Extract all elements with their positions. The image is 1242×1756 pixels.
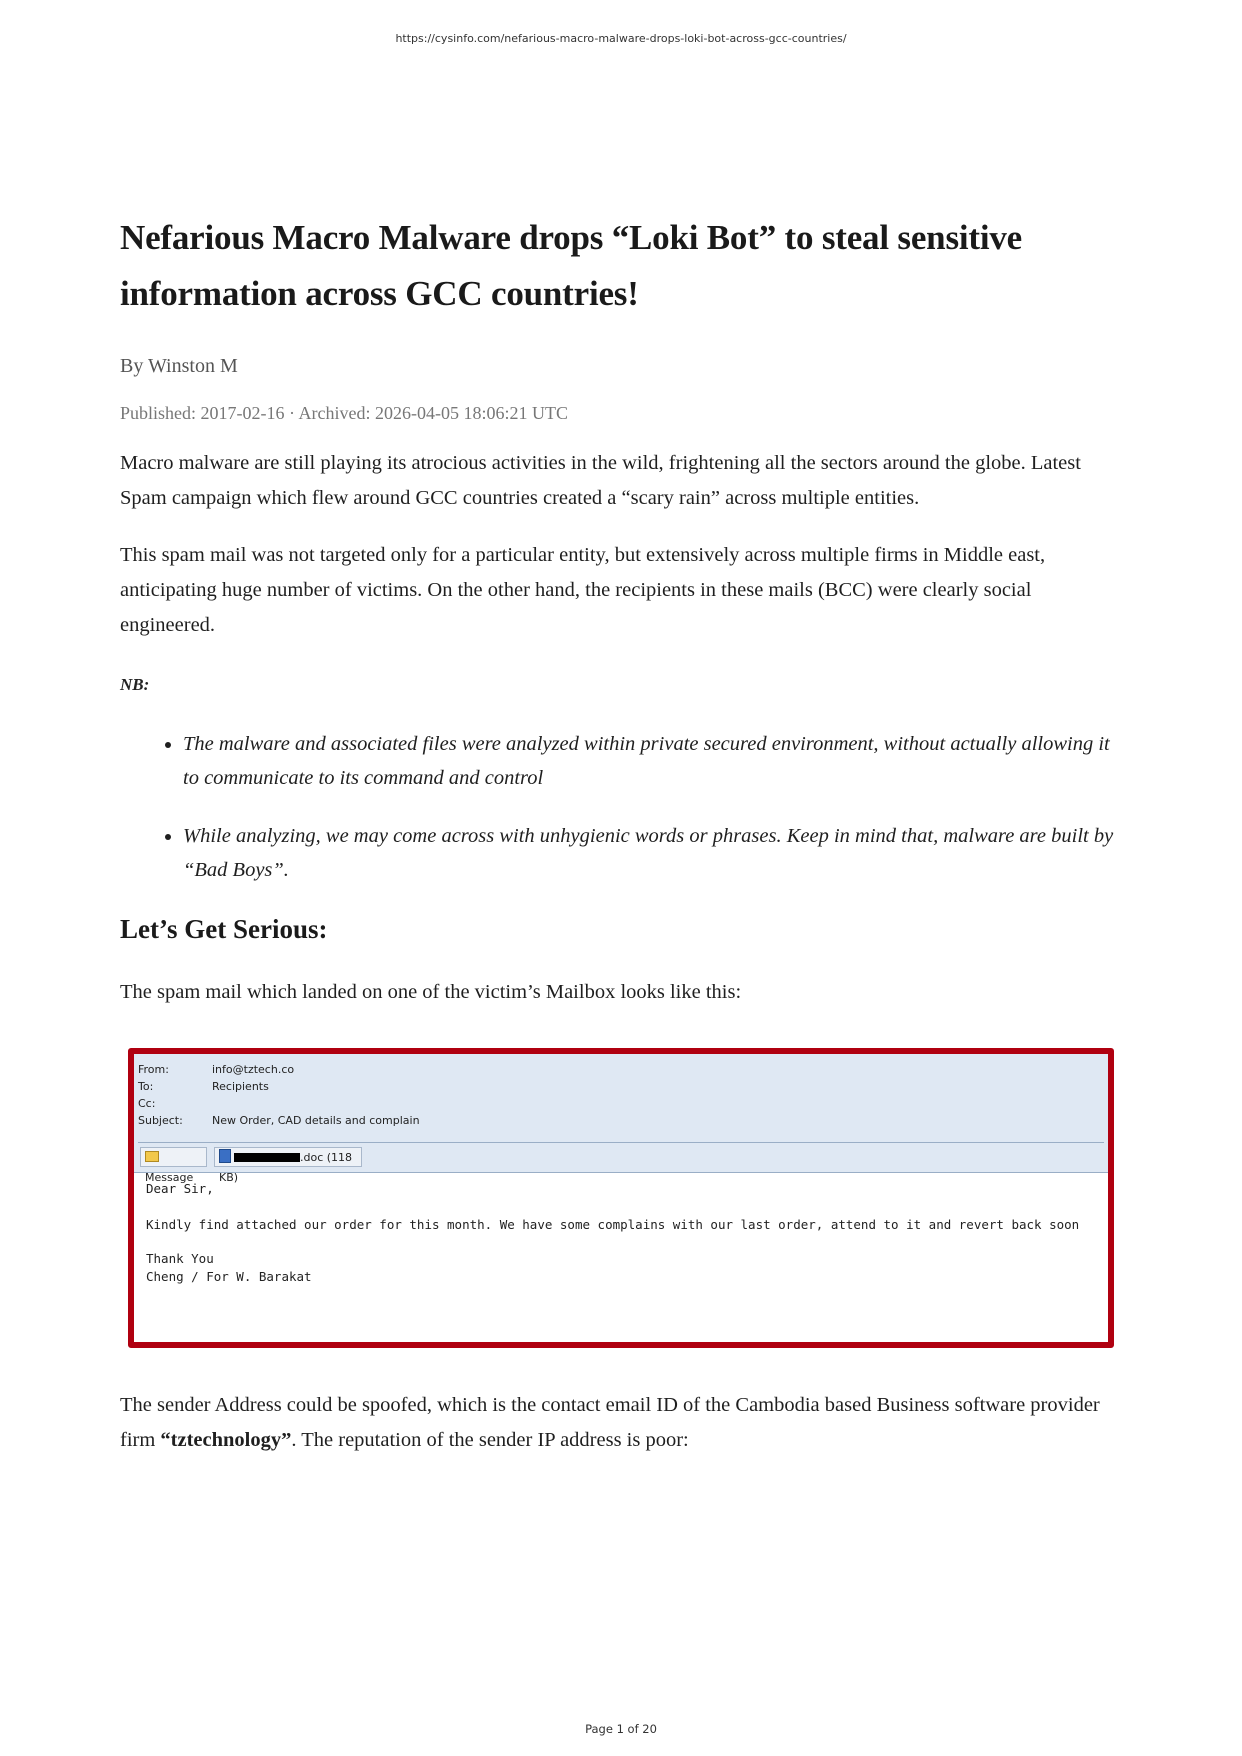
email-subject-label: Subject: [138, 1114, 183, 1127]
email-header [134, 1054, 1108, 1184]
nb-label: NB: [120, 675, 150, 694]
publish-meta: Published: 2017-02-16 · Archived: 2026-04-05 18:06:21 UTC [120, 403, 568, 423]
email-subject-value: New Order, CAD details and complain [212, 1114, 420, 1127]
email-cc-row [138, 1096, 212, 1112]
firm-name: “tztechnology” [160, 1429, 292, 1451]
notes-list [120, 727, 1120, 887]
paragraph-targeting: This spam mail was not targeted only for a particular entity, but extensively across multiple firms in Middle east, anticipating huge number of victims. On the other hand, the recipients in these mails (BCC) were clearly social engineered. [120, 544, 1046, 636]
email-greeting: Dear Sir, [146, 1181, 214, 1196]
attachment-tab [214, 1147, 362, 1184]
email-from-row [138, 1062, 294, 1078]
redacted-filename [234, 1153, 300, 1162]
email-to-value: Recipients [212, 1080, 269, 1093]
email-body [146, 1180, 1100, 1286]
sender-text-before: The sender Address could be spoofed, which is the contact email ID of the Cambodia based Business software provider firm [120, 1394, 1100, 1451]
email-cc-label: Cc: [138, 1097, 156, 1110]
source-url: https://cysinfo.com/nefarious-macro-malware-drops-loki-bot-across-gcc-countries/ [395, 32, 847, 45]
section-heading: Let’s Get Serious: [120, 914, 328, 944]
page-number: Page 1 of 20 [585, 1722, 657, 1736]
envelope-icon [145, 1151, 159, 1162]
paragraph-sender [120, 1388, 1120, 1458]
paragraph-spam-intro: The spam mail which landed on one of the victim’s Mailbox looks like this: [120, 981, 742, 1003]
email-from-label: From: [138, 1063, 169, 1076]
email-thanks: Thank You [146, 1251, 214, 1266]
attachment-bar [138, 1142, 1104, 1184]
email-subject-row [138, 1113, 420, 1129]
email-signature: Cheng / For W. Barakat [146, 1269, 312, 1284]
sender-text-after: . The reputation of the sender IP address is poor: [291, 1429, 689, 1451]
email-message-line: Kindly find attached our order for this month. We have some complains with our last order, attend to it and revert back soon [146, 1217, 1080, 1232]
message-tab [140, 1147, 207, 1184]
spam-email-screenshot [128, 1048, 1114, 1348]
note-item: • While analyzing, we may come across with unhygienic words or phrases. Keep in mind that, malware are built by “Bad Boys”. [183, 819, 1120, 887]
paragraph-intro: Macro malware are still playing its atrocious activities in the wild, frightening all the sectors around the globe. Latest Spam campaign which flew around GCC countries created a “scary rain” across multiple entities. [120, 452, 1081, 509]
email-to-row [138, 1079, 269, 1095]
email-to-label: To: [138, 1080, 154, 1093]
note-item: • The malware and associated files were analyzed within private secured environment, without actually allowing it to communicate to its command and control [183, 727, 1120, 795]
message-tab-label: Message [145, 1171, 194, 1184]
author-byline: By Winston M [120, 355, 238, 377]
article [120, 210, 1120, 1458]
attachment-label: .doc (118 KB) [219, 1151, 353, 1184]
article-title: Nefarious Macro Malware drops “Loki Bot” to steal sensitive information across GCC countries! [120, 218, 1023, 313]
word-document-icon [219, 1149, 231, 1163]
email-from-value: info@tztech.co [212, 1063, 295, 1076]
